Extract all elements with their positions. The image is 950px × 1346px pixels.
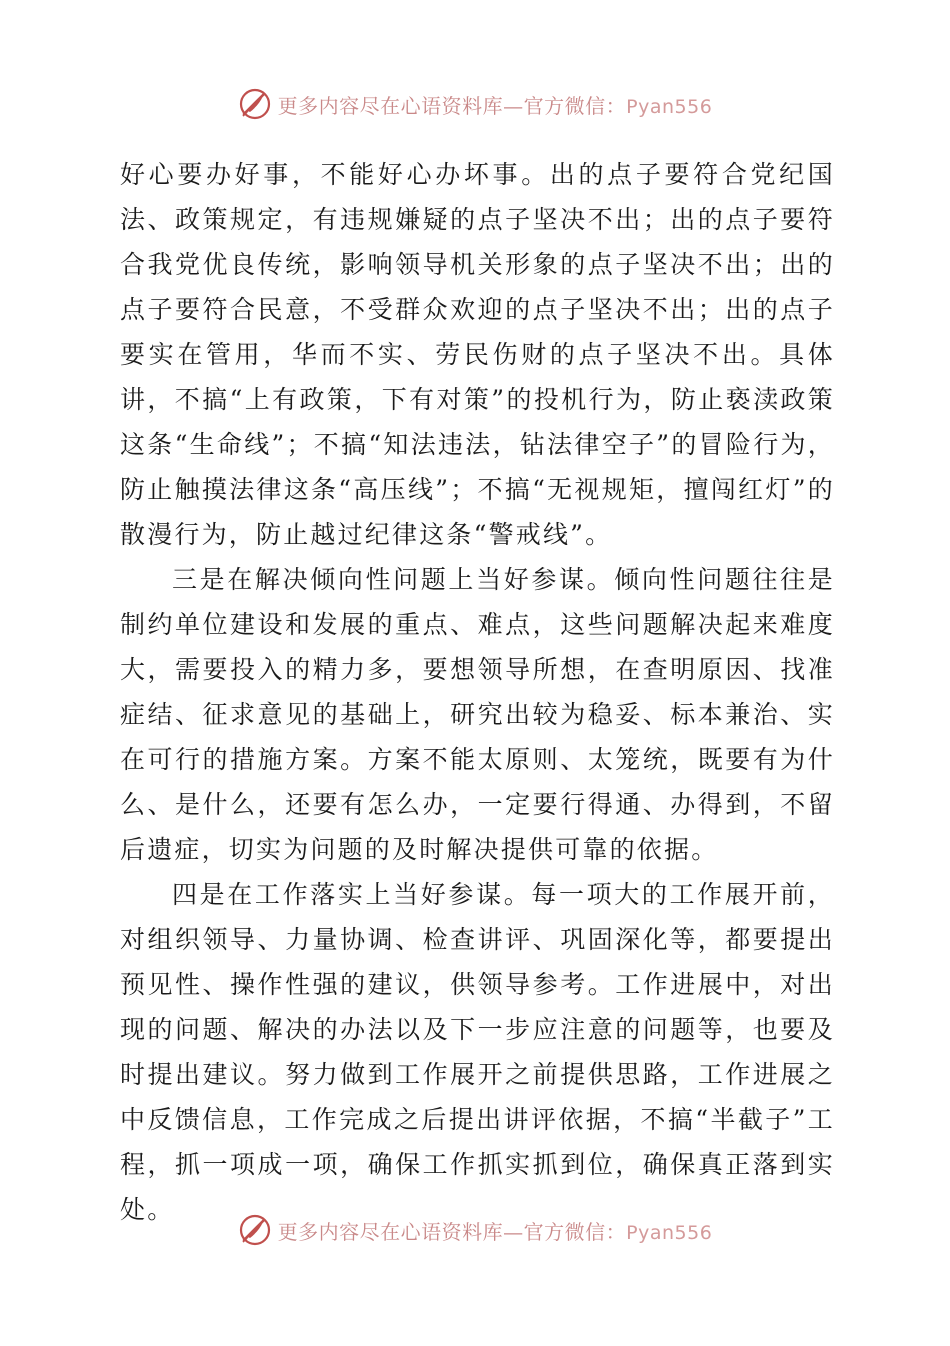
paragraph-2: 三是在解决倾向性问题上当好参谋。倾向性问题往往是制约单位建设和发展的重点、难点，这些问题解决起来难度大，需要投入的精力多，要想领导所想，在查明原因、找准症结、征求意见的基础上，研究出较为稳妥、标本兼治、实在可行的措施方案。方案不能太原则、太笼统，既要有为什么、是什么，还要有怎么办，一定要行得通、办得到，不留后遗症，切实为问题的及时解决提供可靠的依据。	[120, 565, 835, 864]
document-body	[120, 152, 835, 1232]
header-watermark	[238, 87, 713, 121]
header-watermark-banner	[0, 84, 950, 124]
pen-quill-logo-icon	[238, 87, 272, 121]
pen-quill-logo-icon	[238, 1213, 272, 1247]
footer-wechat-label: 官方微信：	[523, 1219, 627, 1244]
footer-dash: —	[503, 1219, 524, 1244]
header-wechat-id: Pyan556	[626, 95, 713, 118]
header-brand-text: 更多内容尽在心语资料库	[277, 93, 504, 118]
footer-watermark-banner	[0, 1210, 950, 1250]
footer-wechat-id: Pyan556	[626, 1221, 713, 1244]
header-wechat-label: 官方微信：	[523, 93, 627, 118]
paragraph-3: 四是在工作落实上当好参谋。每一项大的工作展开前，对组织领导、力量协调、检查讲评、巩固深化等，都要提出预见性、操作性强的建议，供领导参考。工作进展中，对出现的问题、解决的办法以及下一步应注意的问题等，也要及时提出建议。努力做到工作展开之前提供思路，工作进展之中反馈信息，工作完成之后提出讲评依据，不搞“半截子”工程，抓一项成一项，确保工作抓实抓到位，确保真正落到实处。	[120, 880, 835, 1224]
paragraph-1: 好心要办好事，不能好心办坏事。出的点子要符合党纪国法、政策规定，有违规嫌疑的点子坚决不出；出的点子要符合我党优良传统，影响领导机关形象的点子坚决不出；出的点子要符合民意，不受群众欢迎的点子坚决不出；出的点子要实在管用，华而不实、劳民伤财的点子坚决不出。具体讲，不搞“上有政策，下有对策”的投机行为，防止亵渎政策这条“生命线”；不搞“知法违法，钻法律空子”的冒险行为，防止触摸法律这条“高压线”；不搞“无视规矩，擅闯红灯”的散漫行为，防止越过纪律这条“警戒线”。	[120, 160, 835, 549]
header-dash: —	[503, 93, 524, 118]
footer-brand-text: 更多内容尽在心语资料库	[277, 1219, 504, 1244]
footer-watermark	[238, 1213, 713, 1247]
